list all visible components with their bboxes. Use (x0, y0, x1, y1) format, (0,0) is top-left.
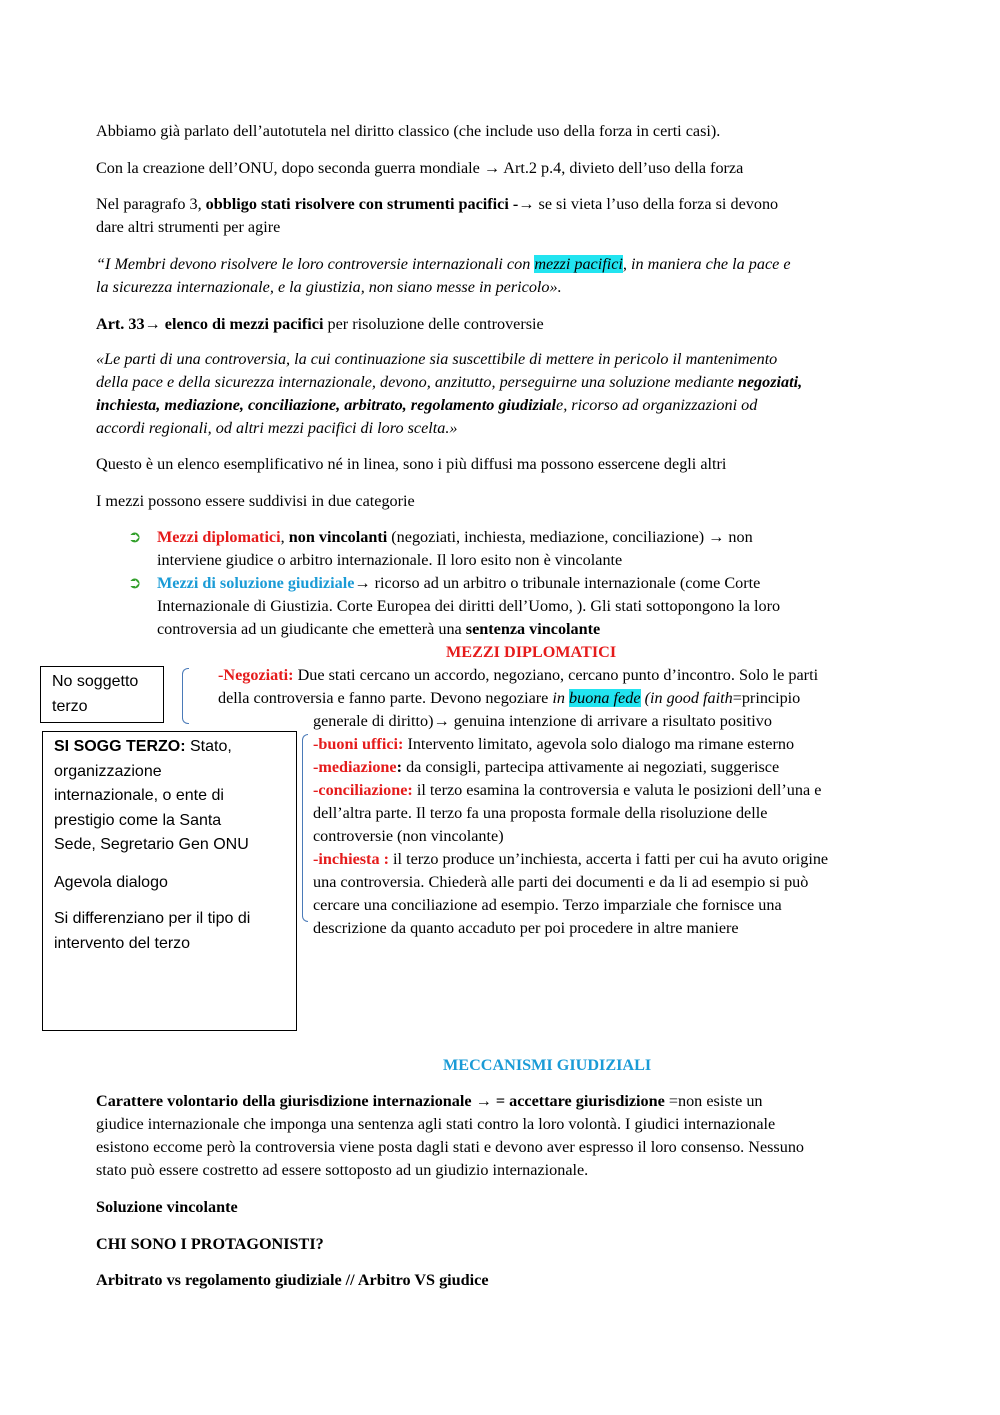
inchiesta-line-1: -inchiesta : il terzo produce un’inchiesta, accerta i fatti per cui ha avuto origine (313, 850, 829, 868)
bullet-1-line-1: Mezzi diplomatici, non vincolanti (negoziati, inchiesta, mediazione, conciliazione) → non (157, 528, 753, 546)
quote-2-line-1: «Le parti di una controversia, la cui continuazione sia suscettibile di mettere in pericolo il mantenimento (96, 350, 778, 368)
paragraph-categorie: I mezzi possono essere suddivisi in due categorie (96, 492, 415, 510)
negoziati-line-3: generale di diritto)→ genuina intenzione di arrivare a risultato positivo (313, 712, 772, 730)
giurisdizione-line-2: giudice internazionale che imponga una sentenza agli stati contro la loro volontà. I giudici internazionale (96, 1115, 776, 1133)
giurisdizione-line-1: Carattere volontario della giurisdizione internazionale → = accettare giurisdizione =non esiste un (96, 1092, 763, 1110)
quote-2-line-4: accordi regionali, od altri mezzi pacifici di loro scelta.» (96, 419, 458, 437)
mediazione-line: -mediazione: da consigli, partecipa attivamente ai negoziati, suggerisce (313, 758, 780, 776)
negoziati-line-2: della controversia e fanno parte. Devono negoziare in buona fede (in good faith=principio (218, 689, 801, 707)
giurisdizione-line-4: stato può essere costretto ad essere sottoposto ad un giudizio internazionale. (96, 1161, 589, 1179)
quote-2-line-3: inchiesta, mediazione, conciliazione, arbitrato, regolamento giudiziale, ricorso ad organizzazioni od (96, 396, 758, 414)
conciliazione-line-2: dell’altra parte. Il terzo fa una proposta formale della risoluzione delle (313, 804, 768, 822)
bullet-2-line-3: controversia ad un giudicante che emetterà una sentenza vincolante (157, 620, 601, 638)
highlight-mezzi-pacifici: mezzi pacifici (534, 255, 623, 273)
paragraph-elenco: Questo è un elenco esemplificativo né in linea, sono i più diffusi ma possono essercene degli altri (96, 455, 727, 473)
highlight-buona-fede: buona fede (569, 689, 641, 707)
brace-terzo (302, 734, 308, 922)
bullet-2-line-1: Mezzi di soluzione giudiziale→ ricorso ad un arbitro o tribunale internazionale (come Corte (157, 574, 761, 592)
intro-paragraph-3-cont: dare altri strumenti per agire (96, 218, 281, 236)
giurisdizione-line-3: esistono eccome però la controversia viene posta dagli stati e devono aver espresso il loro consenso. Nessuno (96, 1138, 805, 1156)
soluzione-vincolante: Soluzione vincolante (96, 1198, 238, 1216)
brace-negoziati (182, 668, 189, 724)
quote-1-line-1: “I Membri devono risolvere le loro controversie internazionali con mezzi pacifici, in maniera che la pace e (96, 255, 791, 273)
quote-2-line-2: della pace e della sicurezza internazionale, devono, anzitutto, perseguirne una soluzione mediante negoziati, (96, 373, 803, 391)
intro-paragraph-1: Abbiamo già parlato dell’autotutela nel diritto classico (che include uso della forza in certi casi). (96, 122, 721, 140)
box-no-soggetto-terzo: No soggetto terzo (40, 666, 164, 723)
chi-sono-protagonisti: CHI SONO I PROTAGONISTI? (96, 1235, 324, 1253)
intro-paragraph-2: Con la creazione dell’ONU, dopo seconda guerra mondiale → Art.2 p.4, divieto dell’uso della forza (96, 159, 744, 177)
inchiesta-line-2: una controversia. Chiederà alle parti dei documenti e da li ad esempio si può (313, 873, 809, 891)
box-si-soggetto-terzo: SI SOGG TERZO: Stato, organizzazione internazionale, o ente di prestigio come la Santa Sede, Segretario Gen ONU Agevola dialogo Si differenziano per il tipo di intervento del terzo (42, 731, 297, 1031)
inchiesta-line-4: descrizione da quanto accaduto per poi procedere in altre maniere (313, 919, 739, 937)
quote-1-line-2: la sicurezza internazionale, e la giustizia, non siano messe in pericolo». (96, 278, 562, 296)
bullet-1-line-2: interviene giudice o arbitro internazionale. Il loro esito non è vincolante (157, 551, 623, 569)
arrow-bullet-icon: ➲ (128, 573, 142, 592)
arbitrato-vs-regolamento: Arbitrato vs regolamento giudiziale // Arbitro VS giudice (96, 1271, 489, 1289)
buoni-uffici-line: -buoni uffici: Intervento limitato, agevola solo dialogo ma rimane esterno (313, 735, 795, 753)
bullet-2-line-2: Internazionale di Giustizia. Corte Europea dei diritti dell’Uomo, ). Gli stati sottopongono la loro (157, 597, 781, 615)
arrow-bullet-icon: ➲ (128, 527, 142, 546)
conciliazione-line-3: controversie (non vincolante) (313, 827, 504, 845)
art33-line: Art. 33→ elenco di mezzi pacifici per risoluzione delle controversie (96, 315, 544, 333)
heading-meccanismi-giudiziali: MECCANISMI GIUDIZIALI (443, 1056, 652, 1074)
negoziati-line-1: -Negoziati: Due stati cercano un accordo, negoziano, cercano punto d’incontro. Solo le parti (218, 666, 819, 684)
intro-paragraph-3: Nel paragrafo 3, obbligo stati risolvere con strumenti pacifici -→ se si vieta l’uso della forza si devono (96, 195, 779, 213)
inchiesta-line-3: cercare una conciliazione ad esempio. Terzo imparziale che fornisce una (313, 896, 782, 914)
heading-mezzi-diplomatici: MEZZI DIPLOMATICI (446, 643, 617, 661)
conciliazione-line-1: -conciliazione: il terzo esamina la controversia e valuta le posizioni dell’una e (313, 781, 822, 799)
